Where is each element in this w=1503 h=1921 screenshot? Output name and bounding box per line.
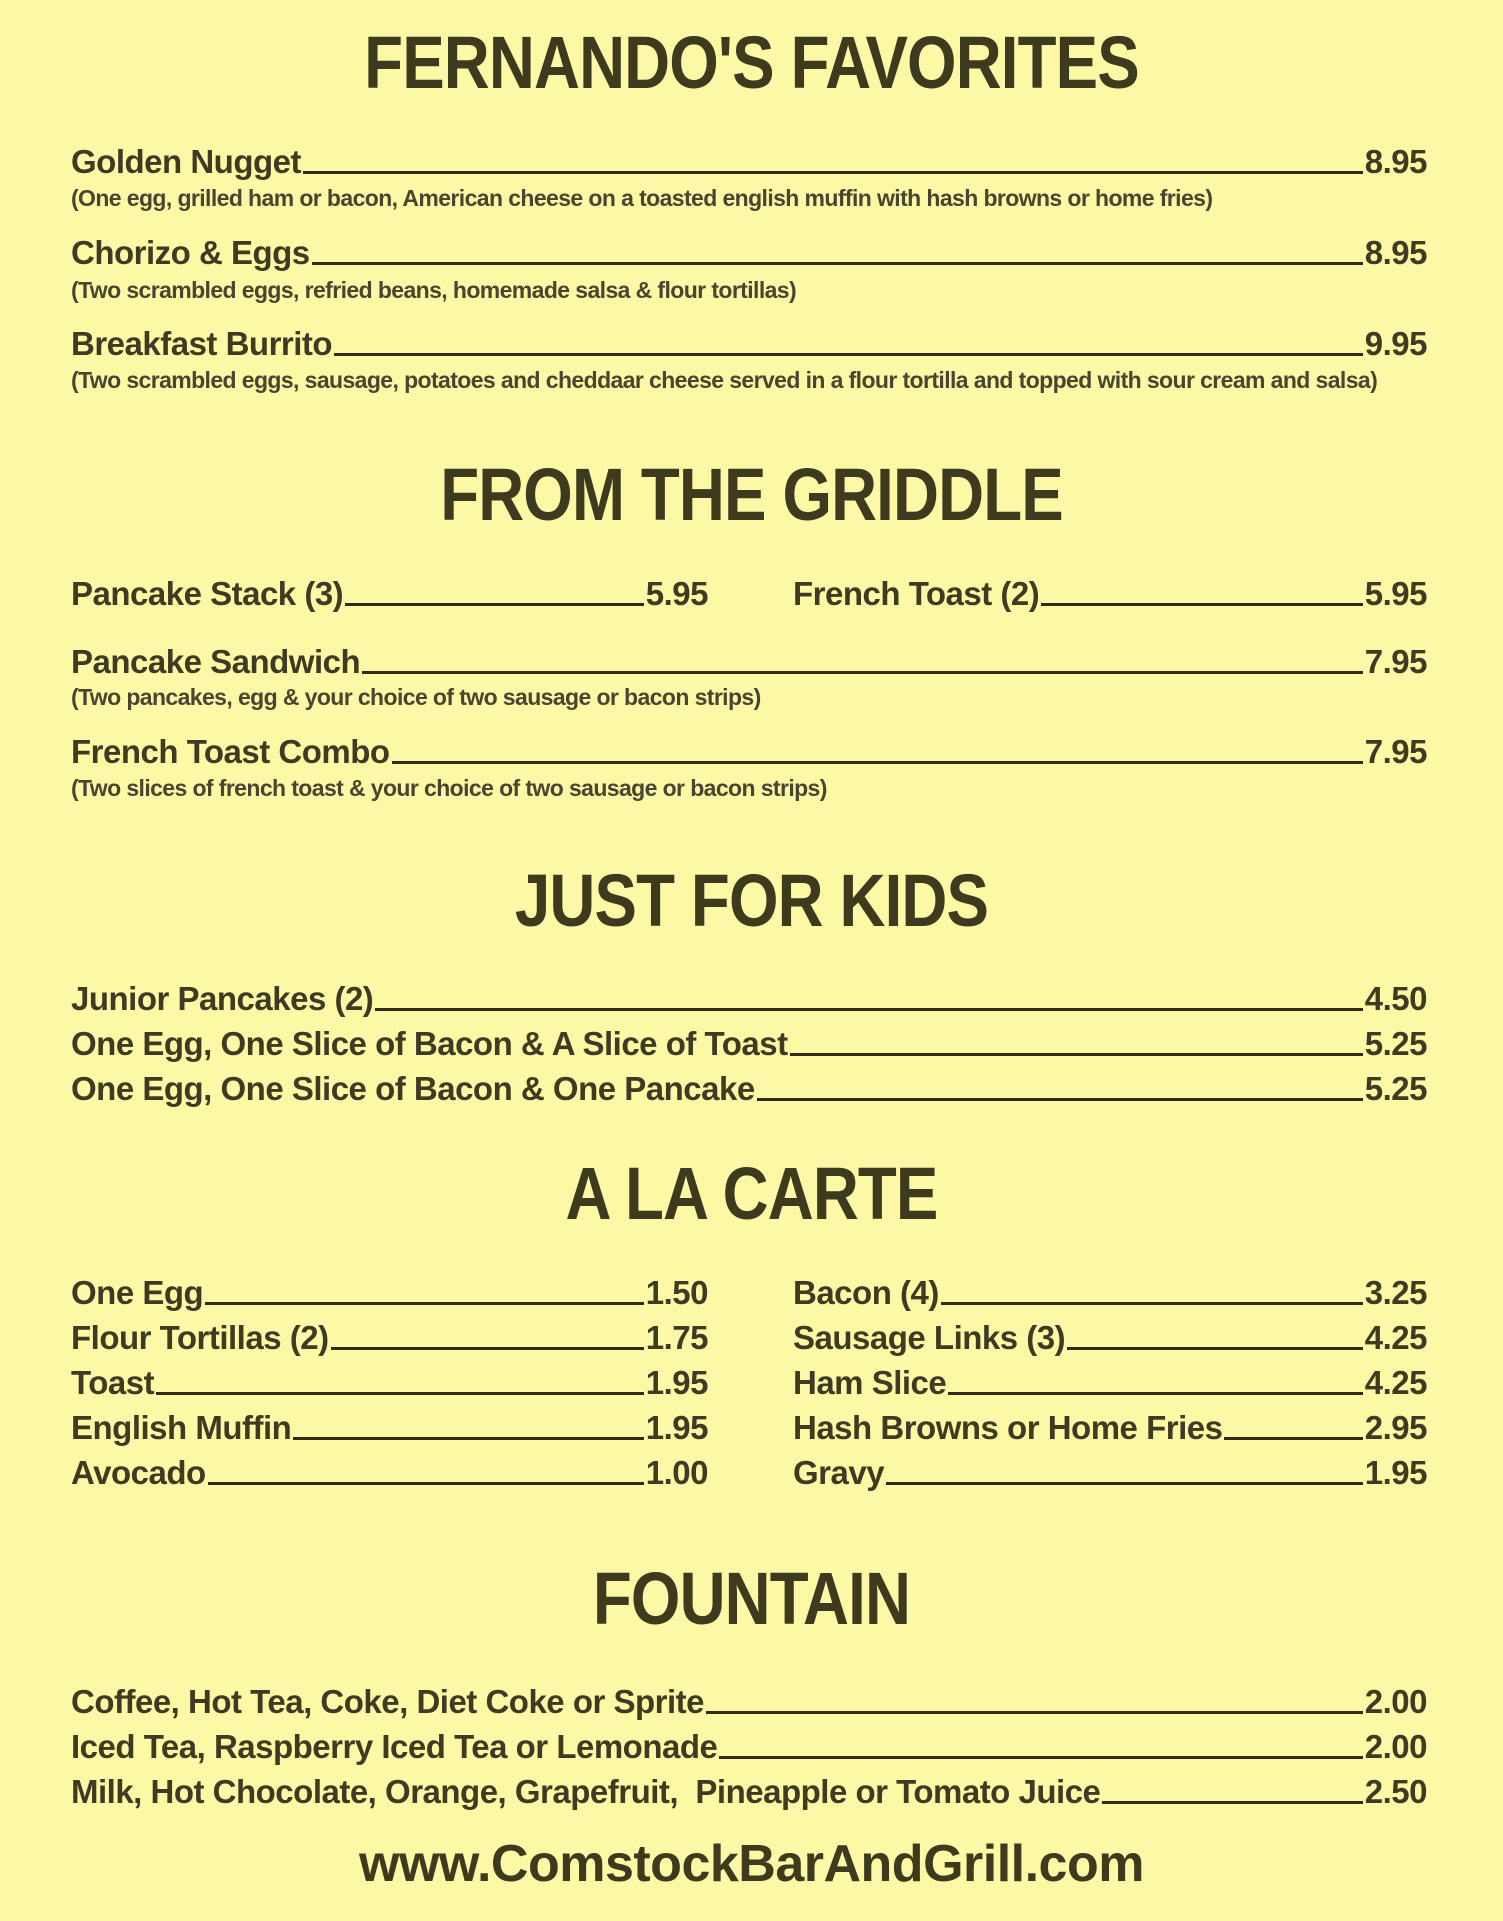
leader-line	[362, 671, 1363, 674]
menu-item-ham-slice	[793, 1359, 1427, 1399]
leader-line	[312, 262, 1363, 265]
item-price: 2.00	[1364, 1728, 1427, 1765]
item-name: Ham Slice	[793, 1364, 947, 1401]
section-title-favorites: FERNANDO'S FAVORITES	[364, 21, 1139, 104]
leader-line	[1224, 1437, 1362, 1440]
item-name: French Toast Combo	[71, 733, 390, 770]
menu-item-english-muffin	[71, 1404, 708, 1444]
item-price: 5.25	[1364, 1070, 1427, 1107]
item-name: Milk, Hot Chocolate, Orange, Grapefruit, Pineapple or Tomato Juice	[71, 1773, 1101, 1810]
item-name: Toast	[71, 1364, 155, 1401]
menu-item-milk-juice	[71, 1768, 1427, 1808]
leader-line	[757, 1098, 1363, 1101]
menu-item-sausage-links	[793, 1314, 1427, 1354]
section-title-fountain: FOUNTAIN	[592, 1557, 911, 1640]
item-price: 1.95	[645, 1364, 708, 1401]
menu-item-kids-toast	[71, 1020, 1427, 1060]
item-price: 1.00	[645, 1454, 708, 1491]
item-name: Bacon (4)	[793, 1274, 939, 1311]
item-name: Sausage Links (3)	[793, 1319, 1066, 1356]
menu-item-golden-nugget	[71, 138, 1427, 178]
leader-line	[208, 1482, 644, 1485]
item-price: 2.50	[1364, 1773, 1427, 1810]
menu-item-junior-pancakes	[71, 975, 1427, 1015]
leader-line	[941, 1302, 1363, 1305]
item-price: 1.95	[645, 1409, 708, 1446]
menu-item-chorizo-eggs	[71, 229, 1427, 269]
item-name: Pancake Sandwich	[71, 643, 361, 680]
item-price: 4.50	[1364, 980, 1427, 1017]
item-name: Avocado	[71, 1454, 206, 1491]
section-title-alacarte: A LA CARTE	[565, 1152, 938, 1235]
leader-line	[1041, 603, 1363, 606]
item-description: (One egg, grilled ham or bacon, American cheese on a toasted english muffin with hash browns or home fries)	[71, 185, 1213, 211]
menu-item-iced-tea	[71, 1723, 1427, 1763]
menu-item-gravy	[793, 1449, 1427, 1489]
item-description: (Two slices of french toast & your choice of two sausage or bacon strips)	[71, 775, 827, 801]
menu-item-breakfast-burrito	[71, 320, 1427, 360]
menu-item-french-toast	[793, 570, 1427, 610]
item-description: (Two scrambled eggs, sausage, potatoes and cheddaar cheese served in a flour tortilla and topped with sour cream and salsa)	[71, 367, 1378, 393]
item-name: One Egg, One Slice of Bacon & A Slice of Toast	[71, 1025, 788, 1062]
menu-item-pancake-stack	[71, 570, 708, 610]
leader-line	[303, 171, 1363, 174]
leader-line	[790, 1053, 1363, 1056]
item-name: Flour Tortillas (2)	[71, 1319, 329, 1356]
leader-line	[375, 1008, 1362, 1011]
menu-item-hash-browns	[793, 1404, 1427, 1444]
menu-item-coffee-soda	[71, 1678, 1427, 1718]
menu-item-avocado	[71, 1449, 708, 1489]
leader-line	[293, 1437, 643, 1440]
leader-line	[1102, 1801, 1362, 1804]
item-description: (Two scrambled eggs, refried beans, homemade salsa & flour tortillas)	[71, 277, 797, 303]
menu-item-french-toast-combo	[71, 728, 1427, 768]
item-price: 9.95	[1364, 325, 1427, 362]
item-name: French Toast (2)	[793, 575, 1040, 612]
item-price: 8.95	[1364, 143, 1427, 180]
item-price: 8.95	[1364, 234, 1427, 271]
menu-item-one-egg	[71, 1269, 708, 1309]
item-name: English Muffin	[71, 1409, 292, 1446]
item-name: One Egg, One Slice of Bacon & One Pancake	[71, 1070, 755, 1107]
leader-line	[334, 353, 1363, 356]
menu-item-bacon	[793, 1269, 1427, 1309]
menu-item-pancake-sandwich	[71, 638, 1427, 678]
leader-line	[948, 1392, 1363, 1395]
leader-line	[719, 1756, 1362, 1759]
item-price: 1.95	[1364, 1454, 1427, 1491]
item-name: Pancake Stack (3)	[71, 575, 344, 612]
item-name: Iced Tea, Raspberry Iced Tea or Lemonade	[71, 1728, 718, 1765]
leader-line	[886, 1482, 1363, 1485]
leader-line	[392, 761, 1363, 764]
item-price: 5.95	[1364, 575, 1427, 612]
item-price: 7.95	[1364, 733, 1427, 770]
item-name: Hash Browns or Home Fries	[793, 1409, 1223, 1446]
item-name: Chorizo & Eggs	[71, 234, 310, 271]
item-price: 4.25	[1364, 1364, 1427, 1401]
item-price: 2.00	[1364, 1683, 1427, 1720]
item-name: Golden Nugget	[71, 143, 301, 180]
item-price: 3.25	[1364, 1274, 1427, 1311]
item-price: 4.25	[1364, 1319, 1427, 1356]
leader-line	[1067, 1347, 1363, 1350]
item-price: 1.75	[645, 1319, 708, 1356]
section-title-griddle: FROM THE GRIDDLE	[440, 453, 1063, 536]
item-name: Gravy	[793, 1454, 885, 1491]
item-name: Breakfast Burrito	[71, 325, 333, 362]
leader-line	[345, 603, 644, 606]
leader-line	[205, 1302, 644, 1305]
item-name: Junior Pancakes (2)	[71, 980, 374, 1017]
menu-item-toast	[71, 1359, 708, 1399]
item-price: 2.95	[1364, 1409, 1427, 1446]
leader-line	[331, 1347, 644, 1350]
menu-item-kids-pancake	[71, 1065, 1427, 1105]
section-title-kids: JUST FOR KIDS	[514, 859, 989, 942]
menu-item-flour-tortillas	[71, 1314, 708, 1354]
item-name: One Egg	[71, 1274, 204, 1311]
item-price: 5.25	[1364, 1025, 1427, 1062]
item-name: Coffee, Hot Tea, Coke, Diet Coke or Sprite	[71, 1683, 705, 1720]
item-description: (Two pancakes, egg & your choice of two sausage or bacon strips)	[71, 684, 761, 710]
leader-line	[706, 1711, 1363, 1714]
item-price: 7.95	[1364, 643, 1427, 680]
item-price: 1.50	[645, 1274, 708, 1311]
leader-line	[156, 1392, 644, 1395]
website-link[interactable]: www.ComstockBarAndGrill.com	[359, 1835, 1144, 1893]
item-price: 5.95	[645, 575, 708, 612]
